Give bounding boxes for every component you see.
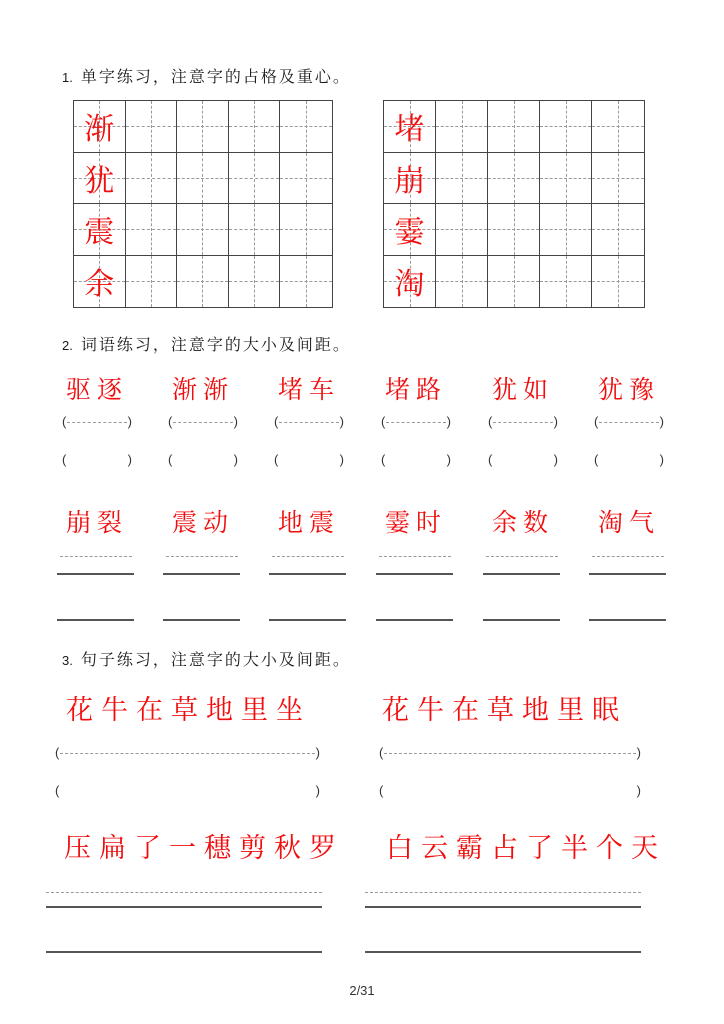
practice-cell[interactable] [177, 153, 229, 205]
answer-paren-dotted[interactable]: ( ) [594, 414, 664, 429]
practice-cell[interactable] [126, 256, 178, 308]
writing-line[interactable] [483, 619, 560, 621]
model-char: 淘 [394, 267, 425, 303]
writing-line[interactable] [269, 619, 346, 621]
answer-paren[interactable]: ( ) [488, 452, 558, 467]
practice-cell[interactable] [436, 101, 488, 153]
practice-cell[interactable] [540, 101, 592, 153]
word-model: 震动 [172, 508, 235, 537]
practice-cell[interactable] [488, 256, 540, 308]
word-model: 崩裂 [66, 508, 129, 537]
writing-guide-dotted [60, 556, 132, 557]
answer-paren-dotted[interactable]: ( ) [168, 414, 238, 429]
word-model: 霎时 [385, 508, 448, 537]
section-3-heading [62, 647, 351, 670]
writing-guide-dotted [592, 556, 664, 557]
word-model: 犹豫 [598, 375, 661, 404]
sentence-model: 花牛在草地里眠 [382, 695, 627, 726]
practice-cell[interactable] [540, 204, 592, 256]
model-char-cell [74, 101, 126, 153]
section-1-title: 单字练习，注意字的占格及重心。 [80, 67, 351, 86]
practice-cell[interactable] [126, 153, 178, 205]
answer-paren-dotted[interactable]: ( ) [379, 745, 641, 760]
practice-cell[interactable] [177, 256, 229, 308]
word-model: 犹如 [492, 375, 555, 404]
practice-grid-right [383, 100, 645, 308]
writing-line[interactable] [269, 573, 346, 575]
model-char-cell [74, 153, 126, 205]
model-char: 崩 [394, 163, 425, 199]
practice-cell[interactable] [540, 256, 592, 308]
model-char: 渐 [84, 112, 115, 148]
answer-paren[interactable]: ( ) [379, 783, 641, 798]
practice-cell[interactable] [177, 204, 229, 256]
writing-guide-dotted [365, 892, 641, 893]
practice-cell[interactable] [592, 256, 644, 308]
practice-cell[interactable] [540, 153, 592, 205]
practice-cell[interactable] [229, 256, 281, 308]
practice-cell[interactable] [126, 204, 178, 256]
word-model: 渐渐 [172, 375, 235, 404]
writing-line[interactable] [589, 573, 666, 575]
practice-cell[interactable] [280, 256, 332, 308]
section-1-number: 1. [62, 70, 73, 85]
practice-cell[interactable] [436, 153, 488, 205]
writing-guide-dotted [486, 556, 558, 557]
word-model: 地震 [278, 508, 341, 537]
section-3-title: 句子练习，注意字的大小及间距。 [80, 650, 351, 669]
practice-cell[interactable] [280, 153, 332, 205]
section-2-number: 2. [62, 338, 73, 353]
model-char: 余 [84, 267, 115, 303]
model-char: 犹 [84, 163, 115, 199]
model-char-cell [384, 101, 436, 153]
practice-cell[interactable] [436, 256, 488, 308]
practice-grid-left [73, 100, 333, 308]
practice-cell[interactable] [229, 101, 281, 153]
answer-paren-dotted[interactable]: ( ) [55, 745, 320, 760]
practice-cell[interactable] [436, 204, 488, 256]
section-1-heading [62, 64, 351, 87]
writing-guide-dotted [166, 556, 238, 557]
practice-cell[interactable] [280, 204, 332, 256]
answer-paren[interactable]: ( ) [168, 452, 238, 467]
word-model: 堵路 [385, 375, 448, 404]
practice-cell[interactable] [229, 204, 281, 256]
answer-paren-dotted[interactable]: ( ) [62, 414, 132, 429]
writing-line[interactable] [365, 951, 641, 953]
model-char: 堵 [394, 112, 425, 148]
practice-cell[interactable] [229, 153, 281, 205]
practice-cell[interactable] [592, 101, 644, 153]
answer-paren[interactable]: ( ) [55, 783, 320, 798]
section-3-number: 3. [62, 653, 73, 668]
writing-line[interactable] [483, 573, 560, 575]
word-model: 驱逐 [66, 375, 129, 404]
practice-cell[interactable] [177, 101, 229, 153]
page-indicator: 2/31 [349, 983, 375, 998]
practice-cell[interactable] [280, 101, 332, 153]
practice-cell[interactable] [488, 153, 540, 205]
answer-paren[interactable]: ( ) [62, 452, 132, 467]
writing-line[interactable] [46, 906, 322, 908]
word-model: 余数 [492, 508, 555, 537]
model-char: 霎 [394, 215, 425, 251]
model-char-cell [384, 204, 436, 256]
practice-cell[interactable] [126, 101, 178, 153]
practice-cell[interactable] [592, 153, 644, 205]
model-char: 震 [84, 215, 115, 251]
model-char-cell [384, 153, 436, 205]
writing-line[interactable] [376, 619, 453, 621]
answer-paren[interactable]: ( ) [594, 452, 664, 467]
practice-cell[interactable] [592, 204, 644, 256]
section-2-title: 词语练习，注意字的大小及间距。 [80, 335, 351, 354]
writing-line[interactable] [163, 573, 240, 575]
writing-line[interactable] [57, 573, 134, 575]
answer-paren-dotted[interactable]: ( ) [381, 414, 451, 429]
model-char-cell [74, 256, 126, 308]
writing-line[interactable] [163, 619, 240, 621]
word-model: 淘气 [598, 508, 661, 537]
answer-paren[interactable]: ( ) [274, 452, 344, 467]
writing-line[interactable] [57, 619, 134, 621]
writing-guide-dotted [46, 892, 322, 893]
writing-guide-dotted [379, 556, 451, 557]
answer-paren[interactable]: ( ) [381, 452, 451, 467]
sentence-model: 白云霸占了半个天 [386, 833, 666, 864]
word-model: 堵车 [278, 375, 341, 404]
writing-line[interactable] [365, 906, 641, 908]
sentence-model: 压扁了一穗剪秋罗 [64, 833, 344, 864]
section-2-heading [62, 332, 351, 355]
practice-cell[interactable] [488, 204, 540, 256]
answer-paren-dotted[interactable]: ( ) [274, 414, 344, 429]
writing-line[interactable] [376, 573, 453, 575]
writing-guide-dotted [272, 556, 344, 557]
writing-line[interactable] [46, 951, 322, 953]
sentence-model: 花牛在草地里坐 [66, 695, 311, 726]
model-char-cell [384, 256, 436, 308]
writing-line[interactable] [589, 619, 666, 621]
answer-paren-dotted[interactable]: ( ) [488, 414, 558, 429]
practice-cell[interactable] [488, 101, 540, 153]
model-char-cell [74, 204, 126, 256]
